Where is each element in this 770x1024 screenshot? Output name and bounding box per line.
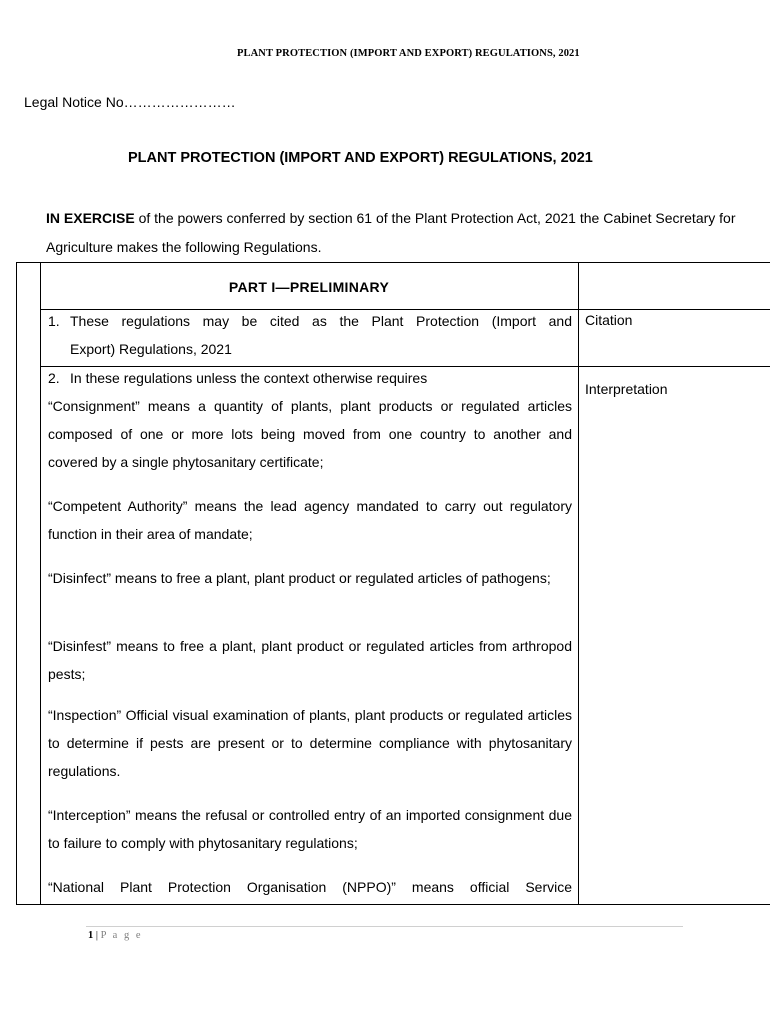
table-border-bottom [16,904,770,905]
page-label: P a g e [100,930,143,941]
definition-disinfect: “Disinfect” means to free a plant, plant product or regulated articles of pathogens; [48,570,551,586]
table-divider-col2 [578,262,579,905]
definition-nppo: “National Plant Protection Organisation (NPPO)” means official Service [48,879,572,895]
clause-text-line2: Export) Regulations, 2021 [70,341,232,357]
table-border-left [16,262,17,905]
legal-notice-number: Legal Notice No…………………… [24,94,236,110]
clause-interpretation-intro [48,364,572,392]
table-border-top [16,262,770,263]
clause-number: 2. [48,370,60,386]
part-heading: PART I—PRELIMINARY [228,279,390,295]
preamble-text: of the powers conferred by section 61 of the Plant Protection Act, 2021 the Cabinet Secretary for Agriculture makes the following Regulations. [46,210,736,255]
definition-consignment: “Consignment” means a quantity of plants, plant products or regulated articles composed of one or more lots being moved from one country to another and covered by a single phytosanitary certificate; [48,398,572,470]
page-separator: | [95,930,98,941]
definition-disinfest: “Disinfest” means to free a plant, plant product or regulated articles from arthropod pests; [48,638,572,682]
clause-text-line1: These regulations may be cited as the Plant Protection (Import and [70,313,572,329]
margin-note-citation: Citation [585,312,633,328]
document-title: PLANT PROTECTION (IMPORT AND EXPORT) REGULATIONS, 2021 [128,150,593,166]
clause-number: 1. [48,313,60,329]
table-divider-col1 [40,262,41,905]
page-footer [88,930,143,941]
clause-intro-text: In these regulations unless the context otherwise requires [70,370,428,386]
definition-inspection: “Inspection” Official visual examination of plants, plant products or regulated articles to determine if pests are present or to determine compliance with phytosanitary regulations. [48,707,572,779]
margin-note-interpretation: Interpretation [585,381,668,397]
preamble-lead: IN EXERCISE [46,210,135,226]
preamble [46,204,746,262]
running-header: PLANT PROTECTION (IMPORT AND EXPORT) REGULATIONS, 2021 [237,48,580,59]
page-number: 1 [88,930,94,941]
clause-citation [48,307,572,363]
definition-competent-authority: “Competent Authority” means the lead agency mandated to carry out regulatory function in their area of mandate; [48,498,572,542]
footer-rule [86,926,683,927]
definition-interception: “Interception” means the refusal or controlled entry of an imported consignment due to failure to comply with phytosanitary regulations; [48,807,572,851]
